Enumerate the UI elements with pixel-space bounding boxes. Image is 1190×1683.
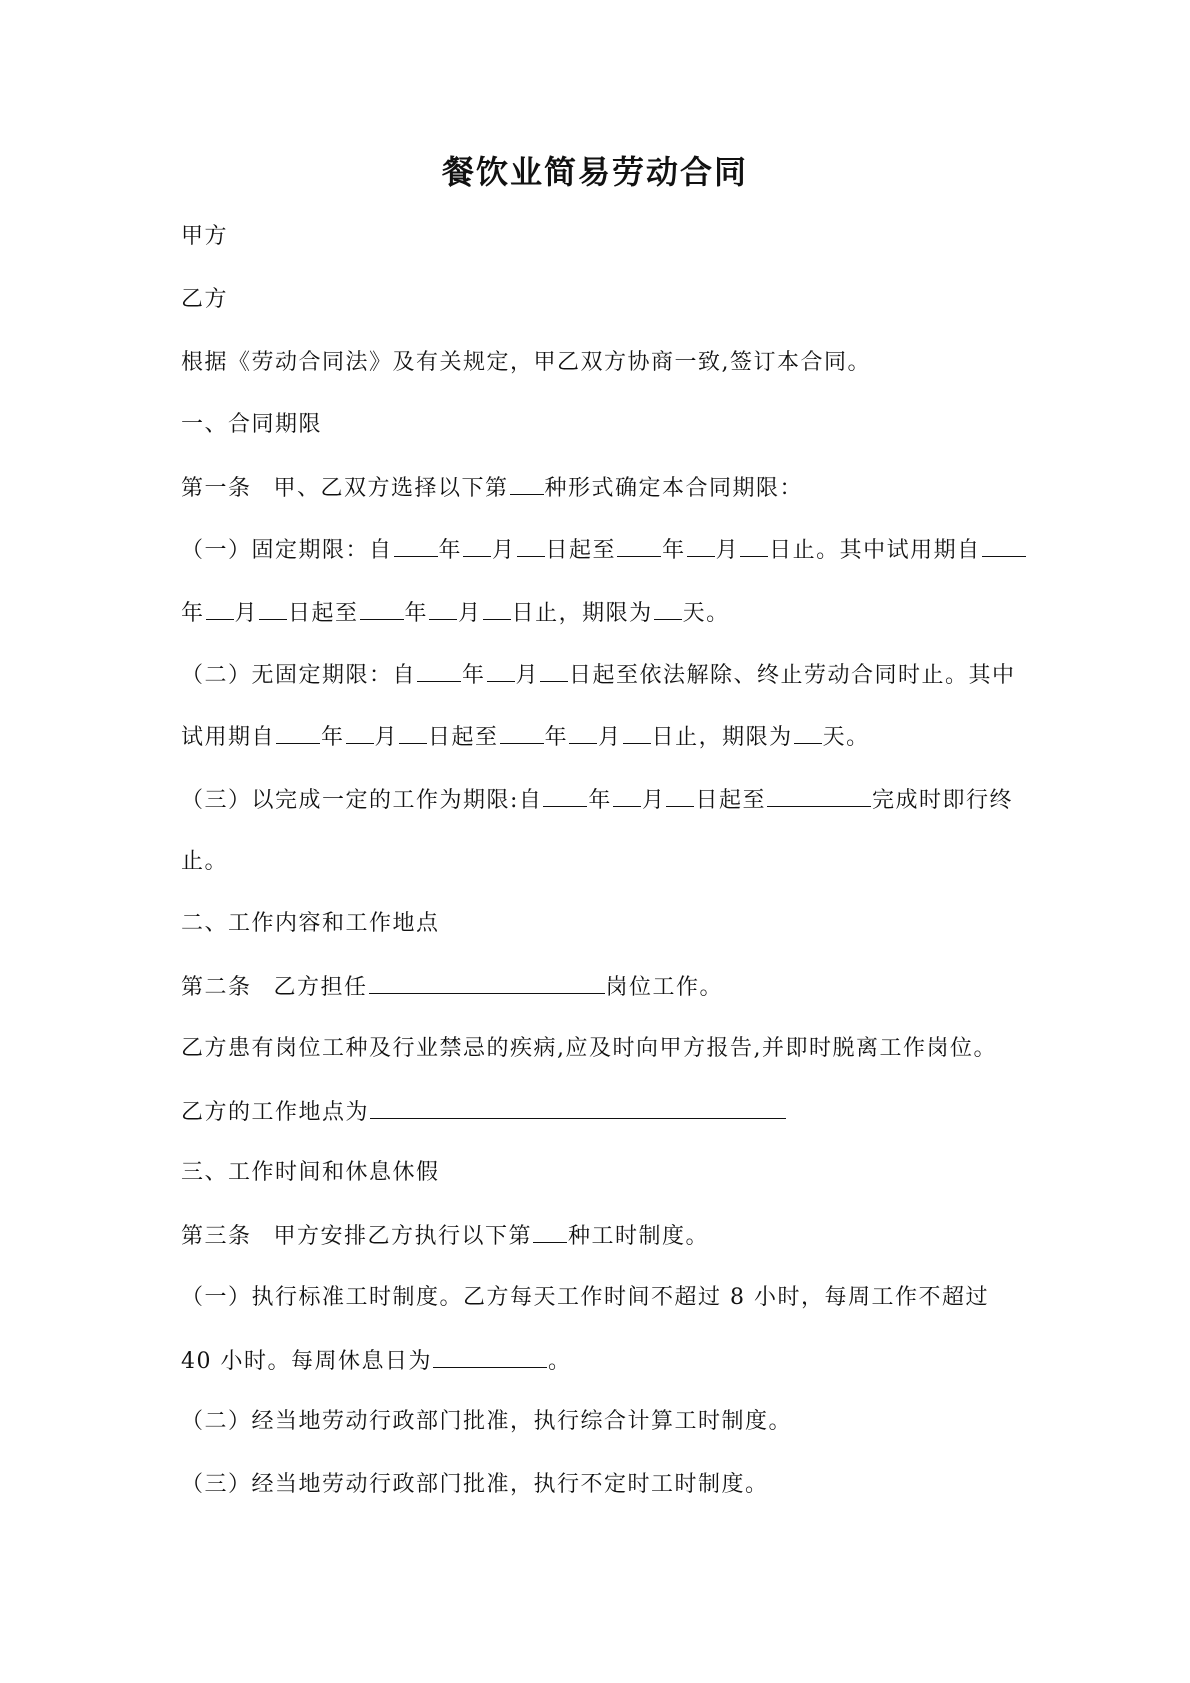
party-a-line: 甲方: [181, 224, 229, 249]
article-2: 第二条 乙方担任 岗位工作。: [181, 971, 723, 1003]
day-blank: [517, 534, 545, 557]
task-blank: [767, 784, 871, 807]
article-2-label: 第二条: [181, 975, 252, 1000]
fixed-term-line-1: （一）固定期限：自 年 月 日起至 年 月 日止。其中试用期自: [181, 534, 1027, 566]
month-blank: [429, 597, 457, 620]
nonfixed-term-line-2: 试用期自 年 月 日起至 年 月 日止，期限为 天。: [181, 721, 870, 753]
fixed-term-label: （一）固定期限：自: [181, 538, 393, 563]
fixed-term-line-2: 年 月 日起至 年 月 日止，期限为 天。: [181, 597, 730, 629]
year-blank: [360, 597, 404, 620]
day-blank: [540, 659, 568, 682]
days-blank: [794, 721, 822, 744]
day-blank: [259, 597, 287, 620]
article-1-label: 第一条: [181, 476, 252, 501]
year-blank: [982, 534, 1026, 557]
section-1-heading: 一、合同期限: [181, 412, 323, 437]
year-blank: [543, 784, 587, 807]
section-3-heading: 三、工作时间和休息休假: [181, 1160, 440, 1185]
comprehensive-hours-line: （二）经当地劳动行政部门批准，执行综合计算工时制度。: [181, 1409, 793, 1434]
day-blank: [623, 721, 651, 744]
day-blank: [483, 597, 511, 620]
month-blank: [487, 659, 515, 682]
position-blank: [369, 971, 605, 994]
year-blank: [417, 659, 461, 682]
health-note: 乙方患有岗位工种及行业禁忌的疾病,应及时向甲方报告,并即时脱离工作岗位。: [181, 1036, 997, 1061]
day-blank: [399, 721, 427, 744]
year-blank: [500, 721, 544, 744]
day-blank: [740, 534, 768, 557]
work-location-line: 乙方的工作地点为: [181, 1096, 787, 1128]
intro-paragraph: 根据《劳动合同法》及有关规定，甲乙双方协商一致,签订本合同。: [181, 350, 871, 375]
month-blank: [569, 721, 597, 744]
month-blank: [206, 597, 234, 620]
nonfixed-term-label: （二）无固定期限：自: [181, 663, 417, 688]
location-blank: [370, 1096, 786, 1119]
days-blank: [654, 597, 682, 620]
document-title: 餐饮业简易劳动合同: [441, 153, 748, 191]
month-blank: [346, 721, 374, 744]
nonfixed-term-line-1: （二）无固定期限：自 年 月 日起至依法解除、终止劳动合同时止。其中: [181, 659, 1016, 691]
task-term-line-1: （三）以完成一定的工作为期限:自 年 月 日起至 完成时即行终: [181, 784, 1013, 816]
rest-day-blank: [433, 1345, 547, 1368]
article-1-text-a: 甲、乙双方选择以下第: [273, 476, 509, 501]
month-blank: [463, 534, 491, 557]
standard-hours-line-2: 40 小时。每周休息日为 。: [181, 1345, 572, 1377]
month-blank: [613, 784, 641, 807]
standard-hours-line-1: （一）执行标准工时制度。乙方每天工作时间不超过 8 小时，每周工作不超过: [181, 1285, 989, 1310]
choice-blank: [533, 1220, 567, 1243]
day-blank: [666, 784, 694, 807]
article-1: [181, 472, 803, 504]
section-2-heading: 二、工作内容和工作地点: [181, 911, 440, 936]
year-blank: [617, 534, 661, 557]
task-term-label: （三）以完成一定的工作为期限:自: [181, 788, 543, 813]
article-3-label: 第三条: [181, 1224, 252, 1249]
article-3: 第三条 甲方安排乙方执行以下第 种工时制度。: [181, 1220, 709, 1252]
year-blank: [394, 534, 438, 557]
party-b-line: 乙方: [181, 287, 229, 312]
choice-blank: [510, 472, 544, 495]
year-blank: [276, 721, 320, 744]
article-1-text-b: 种形式确定本合同期限：: [544, 476, 804, 501]
task-term-line-2: 止。: [181, 849, 229, 874]
flexible-hours-line: （三）经当地劳动行政部门批准，执行不定时工时制度。: [181, 1472, 769, 1497]
month-blank: [687, 534, 715, 557]
